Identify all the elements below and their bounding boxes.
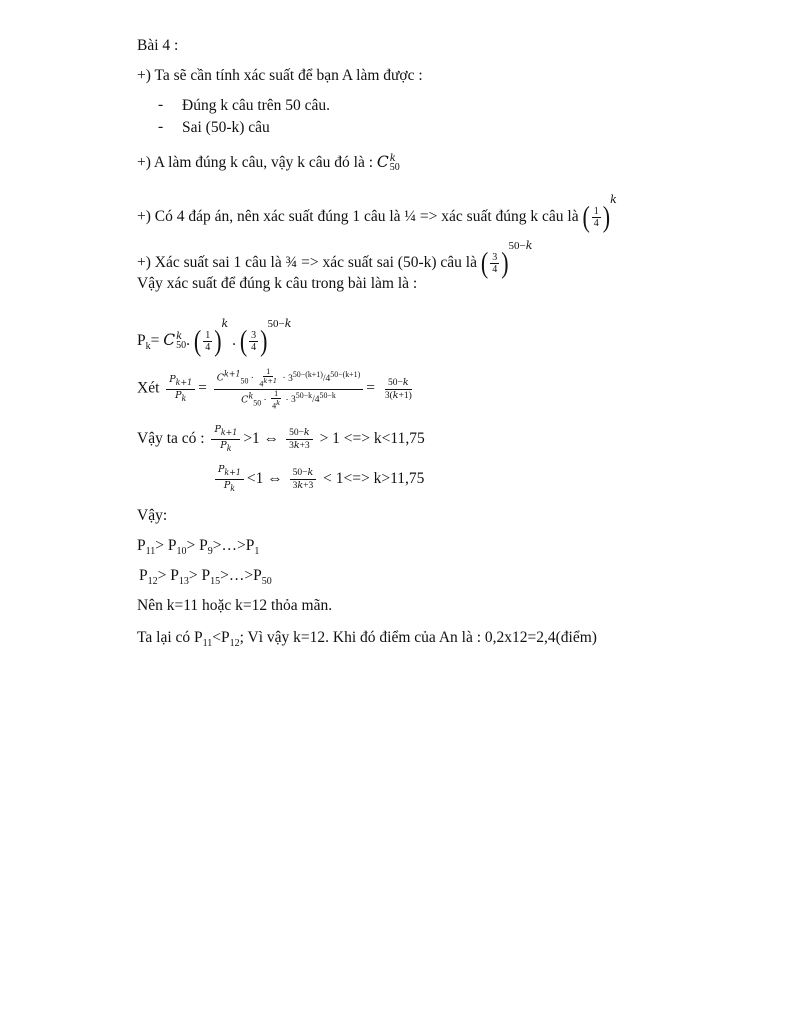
chain-decreasing: $P_{11}> P_{10}>$ $P_9>\dots>P_1$ xyxy=(137,537,260,558)
problem-title: Bài 4 : xyxy=(137,37,179,54)
bullet-dash: - xyxy=(158,96,164,113)
vay-label: Vậy: xyxy=(137,507,168,524)
bullet-item-wrong: Sai (50-k) câu xyxy=(182,119,270,136)
chain-increasing: $P_{12}> P_{13}>$ $P_{15}>\dots>P_{50}$ xyxy=(139,567,272,588)
combination-line xyxy=(137,152,400,173)
conclusion-line: Nên k=11 hoặc k=12 thỏa mãn. xyxy=(137,597,333,614)
ratio-formula: Xét $\frac{P_{k+1}}{P_k}$ = $C^{k+1}_{50}$ · $\frac{1}{4^{k+1}}$ · $3^{50-(k+1)}/4^{50-(k+1)}$ $C^k_{50}$ · $\frac{1}{4^k}$ · $3^{50-k}/4^{50-k}$ = $\frac{50-k}{3(k+1)}$ xyxy=(137,367,412,411)
intro-line: +) Ta sẽ cần tính xác suất để bạn A làm được : xyxy=(137,67,423,84)
prob-wrong-text: +) Xác suất sai 1 câu là ¾ => xác suất sai (50-k) câu là xyxy=(137,254,477,271)
bullet-item-correct: Đúng k câu trên 50 câu. xyxy=(182,97,331,114)
inequality-line-1: Vậy ta có : $\frac{P_{k+1}}{P_k}$ >1 ⇔ $\frac{50-k}{3k+3}$ > 1 <=> k<11,75 xyxy=(137,424,425,453)
prob-correct-text: +) Có 4 đáp án, nên xác suất đúng 1 câu là ¼ => xác suất đúng k câu là xyxy=(137,208,579,225)
total-prob-line: Vậy xác suất để đúng k câu trong bài làm là : xyxy=(137,275,418,292)
prob-correct-line: +) Có 4 đáp án, nên xác suất đúng 1 câu là ¼ => xác suất đúng k câu là ( $\frac{1}{4}$ )$^k$ xyxy=(137,193,617,234)
combination-symbol: C xyxy=(376,153,389,171)
prob-wrong-line: +) Xác suất sai 1 câu là ¾ => xác suất sai (50-k) câu là ( $\frac{3}{4}$ )$^{50-k}$ xyxy=(137,239,533,280)
bullet-dash: - xyxy=(158,118,164,135)
combination-text: +) A làm đúng k câu, vậy k câu đó là : xyxy=(137,154,374,171)
final-answer-line: Ta lại có $P_{11}<P_{12}$; Vì vậy k=12. Khi đó điểm của An là : 0,2x12=2,4(điểm) xyxy=(137,629,597,650)
pk-formula: $P_k= C$ k 50 . ( $\frac{1}{4}$ )$^k$ . ( $\frac{3}{4}$ )$^{50-k}$ xyxy=(137,317,292,358)
combination-indices: k 50 xyxy=(389,153,400,174)
inequality-line-2: $\frac{P_{k+1}}{P_k}$ <1 ⇔ $\frac{50-k}{3k+3}$ < 1<=> k>11,75 xyxy=(212,464,424,495)
